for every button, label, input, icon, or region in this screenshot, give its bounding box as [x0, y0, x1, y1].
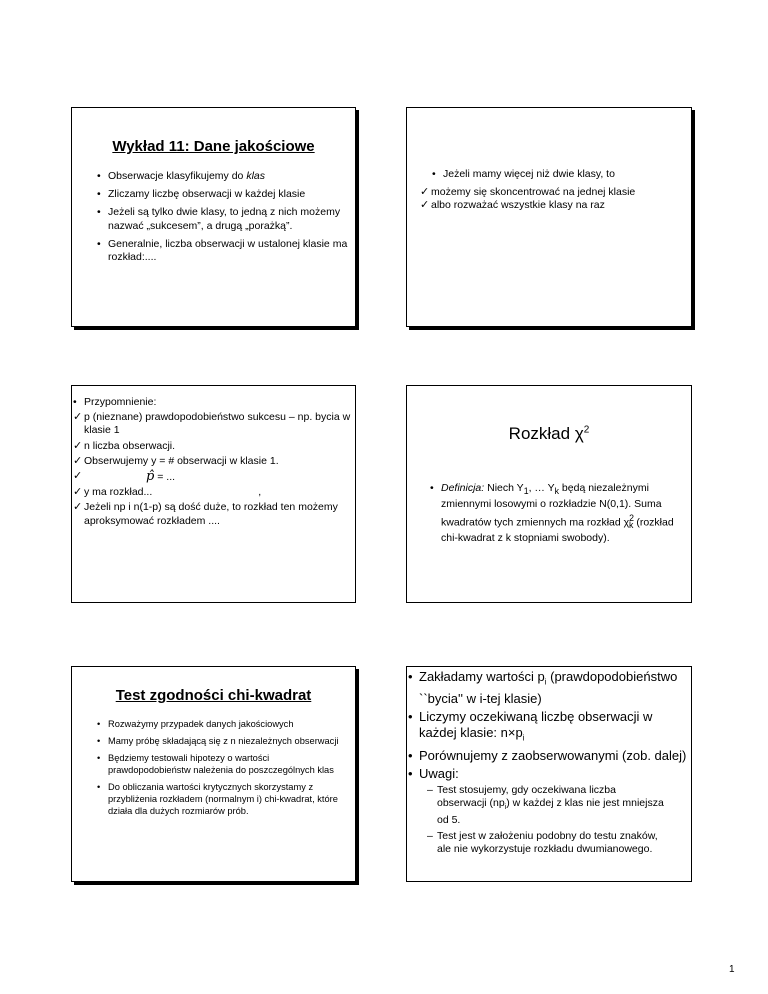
sub-item: – Test jest w założeniu podobny do testu znaków, ale nie wykorzystuje rozkładu dwumianowego.	[437, 830, 665, 856]
page-number: 1	[729, 964, 735, 975]
list-item: • Porównujemy z zaobserwowanymi (zob. dalej)	[419, 748, 687, 764]
list-item: • Jeżeli są tylko dwie klasy, to jedną z nich możemy nazwać „sukcesem”, a drugą „porażką”.	[108, 206, 348, 232]
sub-list	[419, 784, 665, 856]
slide-title: Rozkład $\chi^2$	[508, 424, 590, 443]
bullet-list	[441, 482, 677, 551]
checked-item: ✓ n liczba obserwacji.	[84, 440, 352, 453]
checked-item: ✓ Obserwujemy y = # obserwacji w klasie 1.	[84, 455, 352, 468]
slide-4	[406, 385, 692, 603]
bullet-list	[431, 168, 681, 218]
bullet-list	[108, 718, 348, 822]
slide-1	[71, 107, 356, 327]
bullet-list	[419, 669, 687, 859]
list-item: • Rozważymy przypadek danych jakościowych	[108, 718, 348, 730]
list-item: • Do obliczania wartości krytycznych skorzystamy z przybliżenia rozkładem (normalnym i) chi-kwadrat, które działa dla dużych rozmiarów prób.	[108, 781, 348, 817]
slide-title: Wykład 11: Dane jakościowe	[112, 138, 315, 155]
slide-6	[406, 666, 692, 882]
slide-3	[71, 385, 356, 603]
sub-item: – Test stosujemy, gdy oczekiwana liczba obserwacji $(np_i)$ w każdej z klas nie jest mniejsza od 5.	[437, 784, 665, 827]
bullet-list	[84, 396, 352, 533]
checked-item: ✓ p (nieznane) prawdopodobieństwo sukcesu – np. bycia w klasie 1	[84, 411, 352, 437]
list-item: • Przypomnienie:	[84, 396, 352, 409]
checked-item: ✓ Jeżeli np i n(1-p) są dość duże, to rozkład ten możemy aproksymować rozkładem ....	[84, 501, 352, 527]
list-item: • Zakładamy wartości $p_i$ (prawdopodobieństwo ``bycia'' w i-tej klasie)	[419, 669, 687, 707]
list-item: • Mamy próbę składającą się z n niezależnych obserwacji	[108, 735, 348, 747]
bullet-list	[108, 170, 348, 269]
p-hat-symbol: p̂	[146, 469, 155, 485]
list-item: • Zliczamy liczbę obserwacji w każdej klasie	[108, 188, 348, 201]
checked-item: ✓ p̂ = ...	[84, 470, 352, 484]
slide-2	[406, 107, 692, 327]
list-item: • Uwagi: – Test stosujemy, gdy oczekiwana liczba obserwacji $(np_i)$ w każdej z klas nie jest mniejsza od 5. – Test jest w założeniu podobny do testu znaków, ale nie wykorzystuje rozkładu dwumianowego.	[419, 766, 687, 856]
list-item: • Jeżeli mamy więcej niż dwie klasy, to	[443, 168, 681, 181]
checked-item: ✓ y ma rozkład... ,	[84, 486, 352, 499]
slide-5	[71, 666, 356, 882]
checked-item: ✓ albo rozważać wszystkie klasy na raz	[431, 199, 681, 212]
list-item: • Liczymy oczekiwaną liczbę obserwacji w każdej klasie: $n\times p_i$	[419, 709, 687, 747]
list-item: • Obserwacje klasyfikujemy do klas	[108, 170, 348, 183]
checked-item: ✓ możemy się skoncentrować na jednej klasie	[431, 186, 681, 199]
slide-title: Test zgodności chi-kwadrat	[115, 687, 312, 704]
definition-item: • Definicja: Niech $Y_1$, … $Y_k$ będą niezależnymi zmiennymi losowymi o rozkładzie N(0,1). Suma kwadratów tych zmiennych ma rozkład $\chi^2_k$ (rozkład chi-kwadrat z k stopniami swobody).	[441, 482, 677, 546]
list-item: • Będziemy testowali hipotezy o wartości prawdopodobieństw należenia do poszczególnych klas	[108, 752, 348, 776]
list-item: • Generalnie, liczba obserwacji w ustalonej klasie ma rozkład:....	[108, 238, 348, 264]
